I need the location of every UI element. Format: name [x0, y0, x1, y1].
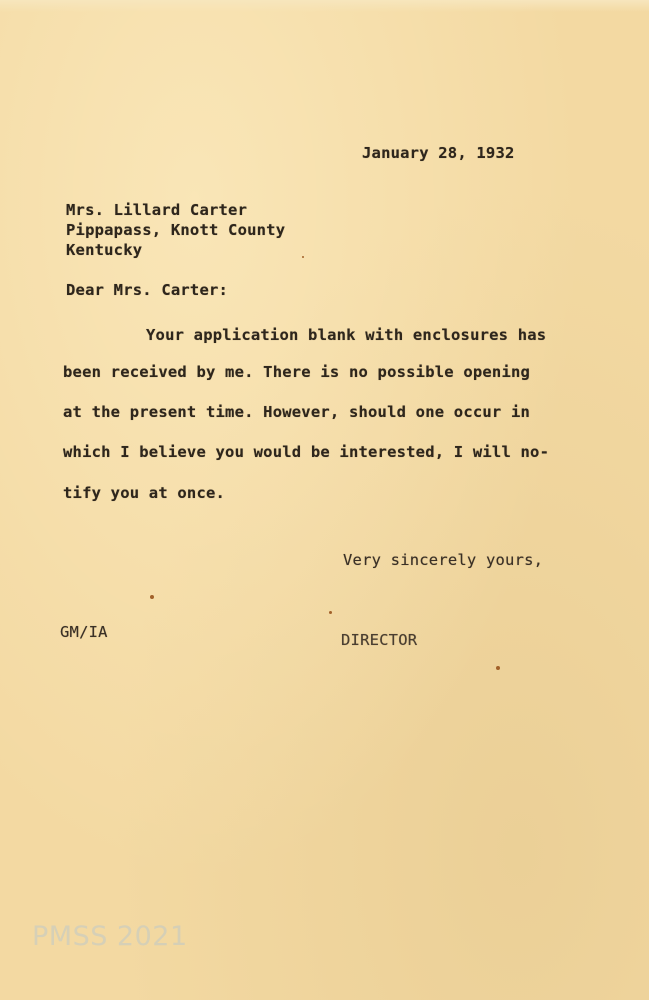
recipient-name: Mrs. Lillard Carter [66, 201, 248, 219]
paper-speck [496, 666, 500, 670]
body-line-3: at the present time. However, should one occur in [63, 403, 531, 421]
closing: Very sincerely yours, [343, 551, 544, 569]
letter-date: January 28, 1932 [362, 144, 515, 162]
salutation: Dear Mrs. Carter: [66, 281, 229, 299]
paper-speck [150, 595, 154, 599]
paper-top-edge [0, 0, 649, 12]
paper-speck [302, 256, 304, 258]
reference-initials: GM/IA [60, 623, 108, 641]
body-line-2: been received by me. There is no possible opening [63, 363, 531, 381]
paper-speck [329, 611, 332, 614]
recipient-address-line: Pippapass, Knott County [66, 221, 286, 239]
signature-title: DIRECTOR [341, 631, 418, 649]
body-line-1: Your application blank with enclosures has [146, 326, 547, 344]
body-line-5: tify you at once. [63, 484, 226, 502]
recipient-state: Kentucky [66, 241, 143, 259]
archive-watermark: PMSS 2021 [32, 921, 188, 952]
body-line-4: which I believe you would be interested, I will no- [63, 443, 550, 461]
